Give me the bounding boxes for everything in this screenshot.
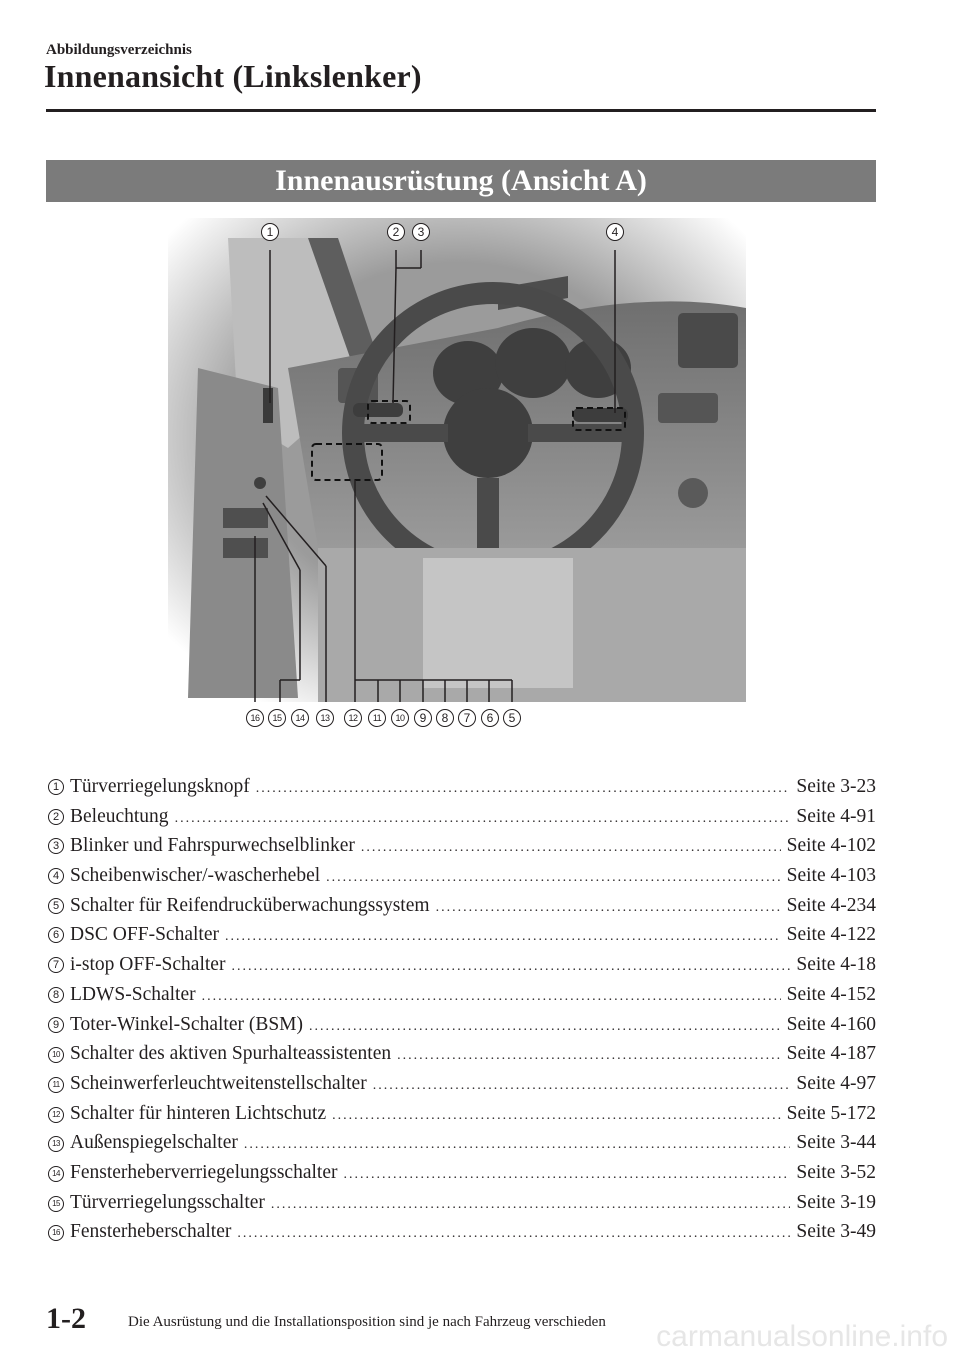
callout-3: 3 (412, 223, 430, 241)
legend-item (46, 1014, 876, 1044)
interior-drawing (168, 218, 746, 702)
interior-illustration (168, 218, 746, 702)
legend-page-ref: Seite 4-102 (786, 835, 876, 857)
legend-number: 13 (48, 1136, 64, 1152)
legend-label: Türverriegelungsschalter (70, 1191, 265, 1213)
legend-label: Scheinwerferleuchtweitenstellschalter (70, 1072, 367, 1094)
leader-dots (175, 811, 791, 827)
legend-number: 5 (48, 898, 64, 914)
legend-item (46, 895, 876, 925)
legend-number: 14 (48, 1166, 64, 1182)
callout-6: 6 (481, 709, 499, 727)
legend-item (46, 1192, 876, 1222)
legend-number: 3 (48, 838, 64, 854)
legend-page-ref: Seite 4-160 (786, 1013, 876, 1035)
legend-label: Türverriegelungsknopf (70, 776, 250, 797)
mirror-switch (254, 477, 266, 489)
legend-item (46, 1073, 876, 1103)
view-banner-title: Innenausrüstung (Ansicht A) (275, 164, 647, 197)
callout-13: 13 (316, 709, 334, 727)
legend-page-ref: Seite 3-52 (796, 1161, 876, 1183)
legend-page-ref: Seite 5-172 (786, 1102, 876, 1124)
legend-label: Schalter des aktiven Spurhalteassistenten (70, 1043, 392, 1065)
light-stalk (353, 403, 403, 417)
legend-item (46, 1162, 876, 1192)
legend-page-ref: Seite 4-97 (796, 1072, 876, 1094)
legend-number: 8 (48, 987, 64, 1003)
leader-dots (225, 929, 781, 945)
legend-page-ref: Seite 3-44 (796, 1132, 876, 1154)
legend-item (46, 835, 876, 865)
leader-dots (309, 1019, 781, 1035)
leader-dots (231, 959, 790, 975)
callout-16: 16 (246, 709, 264, 727)
legend-number: 10 (48, 1047, 64, 1063)
legend-label: Außenspiegelschalter (70, 1132, 238, 1154)
legend-number: 15 (48, 1196, 64, 1212)
callout-1: 1 (261, 223, 279, 241)
legend-number: 1 (48, 779, 64, 795)
legend-label: DSC OFF-Schalter (70, 924, 219, 946)
legend-number: 9 (48, 1017, 64, 1033)
title-divider (46, 109, 876, 112)
window-switch-1 (223, 508, 268, 528)
leader-dots (373, 1078, 791, 1094)
legend-item (46, 865, 876, 895)
legend-page-ref: Seite 4-91 (796, 805, 876, 827)
legend-number: 7 (48, 957, 64, 973)
page-number: 1-2 (46, 1302, 86, 1335)
legend-item (46, 1103, 876, 1133)
legend-item (46, 984, 876, 1014)
callout-8: 8 (436, 709, 454, 727)
leader-dots (436, 900, 781, 916)
gauge-center (495, 328, 571, 398)
legend-page-ref: Seite 4-234 (786, 894, 876, 916)
leader-dots (397, 1048, 781, 1064)
legend-page-ref: Seite 4-152 (786, 983, 876, 1005)
legend-number: 4 (48, 868, 64, 884)
legend-label: Beleuchtung (70, 805, 169, 827)
center-display (678, 313, 738, 368)
legend-number: 12 (48, 1107, 64, 1123)
watermark: carmanualsonline.info (656, 1320, 948, 1353)
door-lock-knob (263, 388, 273, 423)
steering-wheel-hub (443, 388, 533, 478)
legend-page-ref: Seite 3-49 (796, 1221, 876, 1243)
page-title: Innenansicht (Linkslenker) (44, 58, 422, 94)
legend-label: Fensterheberverriegelungsschalter (70, 1161, 338, 1183)
leader-dots (244, 1137, 791, 1153)
callout-11: 11 (368, 709, 386, 727)
leader-dots (202, 989, 781, 1005)
callout-14: 14 (291, 709, 309, 727)
leader-dots (332, 1108, 781, 1124)
legend-item (46, 924, 876, 954)
legend-label: Fensterheberschalter (70, 1221, 232, 1243)
legend-item (46, 954, 876, 984)
legend-label: Schalter für hinteren Lichtschutz (70, 1102, 327, 1124)
control-knob (678, 478, 708, 508)
footwell (423, 558, 573, 688)
window-switch-2 (223, 538, 268, 558)
component-legend (46, 776, 876, 1251)
leader-dots (326, 870, 781, 886)
legend-number: 2 (48, 809, 64, 825)
callout-9: 9 (414, 709, 432, 727)
callout-2: 2 (387, 223, 405, 241)
section-label: Abbildungsverzeichnis (46, 42, 192, 58)
callout-12: 12 (344, 709, 362, 727)
callout-5: 5 (503, 709, 521, 727)
legend-page-ref: Seite 3-23 (796, 776, 876, 797)
legend-label: i-stop OFF-Schalter (70, 954, 226, 976)
legend-item (46, 1221, 876, 1251)
callout-7: 7 (458, 709, 476, 727)
legend-label: LDWS-Schalter (70, 983, 196, 1005)
legend-page-ref: Seite 4-18 (796, 954, 876, 976)
legend-item (46, 776, 876, 806)
legend-label: Scheibenwischer/-wascherhebel (70, 865, 321, 887)
footer-note: Die Ausrüstung und die Installationsposition sind je nach Fahrzeug verschieden (128, 1314, 606, 1330)
callout-4: 4 (606, 223, 624, 241)
legend-number: 11 (48, 1077, 64, 1093)
legend-number: 6 (48, 927, 64, 943)
legend-label: Toter-Winkel-Schalter (BSM) (70, 1013, 304, 1035)
leader-dots (361, 840, 781, 856)
legend-label: Blinker und Fahrspurwechselblinker (70, 835, 355, 857)
leader-dots (343, 1167, 790, 1183)
legend-page-ref: Seite 4-122 (786, 924, 876, 946)
air-vent-right (658, 393, 718, 423)
wiper-stalk (573, 408, 628, 422)
legend-label: Schalter für Reifendrucküberwachungssystem (70, 894, 430, 916)
callout-10: 10 (391, 709, 409, 727)
legend-page-ref: Seite 4-103 (786, 865, 876, 887)
legend-number: 16 (48, 1225, 64, 1241)
legend-page-ref: Seite 4-187 (786, 1043, 876, 1065)
callout-15: 15 (268, 709, 286, 727)
leader-dots (271, 1197, 790, 1213)
view-banner (46, 160, 876, 202)
legend-page-ref: Seite 3-19 (796, 1191, 876, 1213)
legend-item (46, 1043, 876, 1073)
leader-dots (256, 781, 791, 797)
leader-dots (237, 1226, 790, 1242)
legend-item (46, 806, 876, 836)
legend-item (46, 1132, 876, 1162)
